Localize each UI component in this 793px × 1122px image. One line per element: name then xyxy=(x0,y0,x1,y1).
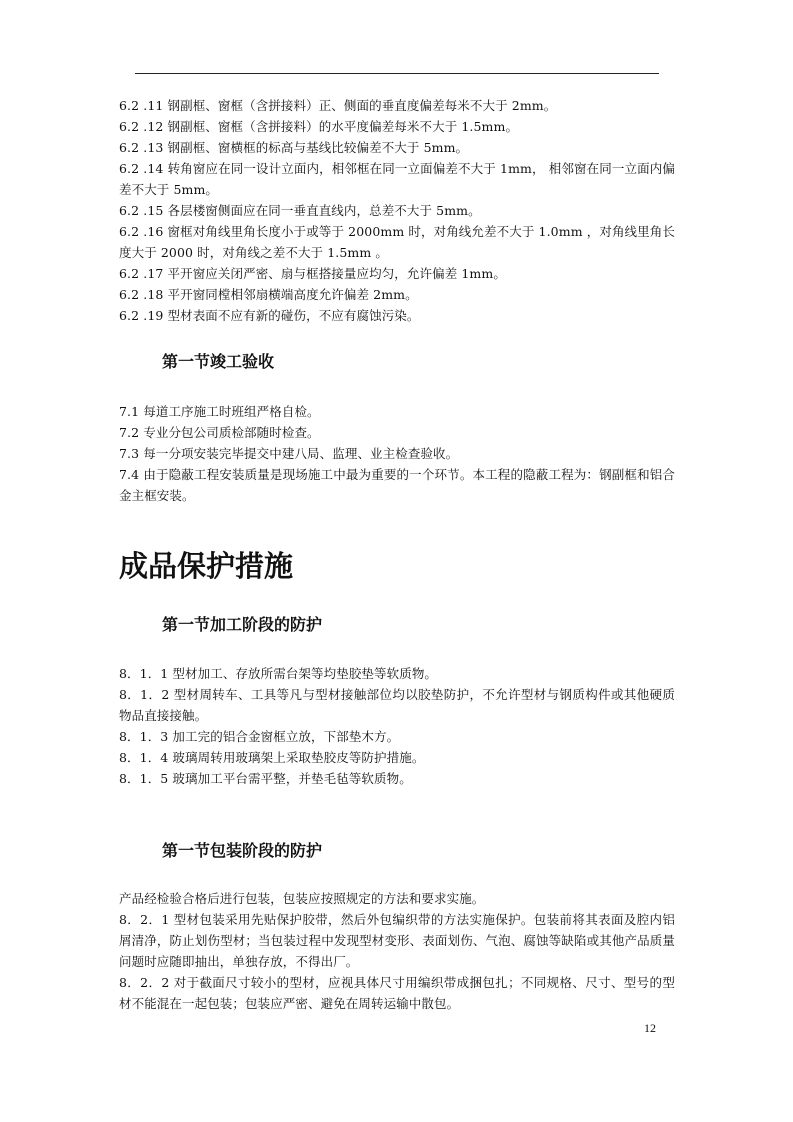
chapter-title: 成品保护措施 xyxy=(119,549,294,583)
list-item: 8．1．2 型材周转车、工具等凡与型材接触部位均以胶垫防护，不允许型材与钢质构件或其他硬质物品直接接触。 xyxy=(119,687,675,723)
heading-acceptance: 第一节竣工验收 xyxy=(162,352,275,371)
list-item: 7.1 每道工序施工时班组严格自检。 xyxy=(119,404,320,419)
list-item: 6.2 .15 各层楼窗侧面应在同一垂直直线内，总差不大于 5mm。 xyxy=(119,203,481,218)
list-item: 6.2 .13 钢副框、窗横框的标高与基线比较偏差不大于 5mm。 xyxy=(119,140,469,155)
list-item: 6.2 .16 窗框对角线里角长度小于或等于 2000mm 时，对角线允差不大于 1.0mm ，对角线里角长度大于 2000 时，对角线之差不大于 1.5mm 。 xyxy=(119,224,675,260)
list-item: 7.4 由于隐蔽工程安装质量是现场施工中最为重要的一个环节。本工程的隐蔽工程为：钢副框和铝合金主框安装。 xyxy=(119,467,675,503)
list-item: 6.2 .17 平开窗应关闭严密、扇与框搭接量应均匀，允许偏差 1mm。 xyxy=(119,266,506,281)
section-82-list xyxy=(119,888,675,1014)
list-item: 7.2 专业分包公司质检部随时检查。 xyxy=(119,425,320,440)
list-item: 7.3 每一分项安装完毕提交中建八局、监理、业主检查验收。 xyxy=(119,446,459,461)
header-rule xyxy=(135,73,659,74)
list-item: 6.2 .19 型材表面不应有新的碰伤，不应有腐蚀污染。 xyxy=(119,308,420,323)
page-number: 12 xyxy=(644,1021,656,1035)
section-6-list xyxy=(119,95,675,326)
list-item: 8．1．4 玻璃周转用玻璃架上采取垫胶皮等防护措施。 xyxy=(119,750,425,765)
list-item: 6.2 .12 钢副框、窗框（含拼接料）的水平度偏差每米不大于 1.5mm。 xyxy=(119,119,519,134)
section-81-list xyxy=(119,663,675,789)
list-item: 8．1．5 玻璃加工平台需平整，并垫毛毡等软质物。 xyxy=(119,771,412,786)
list-item: 6.2 .18 平开窗同樘相邻扇横端高度允许偏差 2mm。 xyxy=(119,287,418,302)
heading-processing: 第一节加工阶段的防护 xyxy=(162,615,323,634)
list-item: 8．1．3 加工完的铝合金窗框立放，下部垫木方。 xyxy=(119,729,400,744)
list-item: 6.2 .14 转角窗应在同一设计立面内，相邻框在同一立面偏差不大于 1mm， 相邻窗在同一立面内偏差不大于 5mm。 xyxy=(119,161,675,197)
list-item: 8．1．1 型材加工、存放所需台架等均垫胶垫等软质物。 xyxy=(119,666,438,681)
heading-packaging: 第一节包装阶段的防护 xyxy=(162,841,323,860)
list-item: 8．2．2 对于截面尺寸较小的型材，应视具体尺寸用编织带成捆包扎；不同规格、尺寸、型号的型材不能混在一起包装；包装应严密、避免在周转运输中散包。 xyxy=(119,975,675,1011)
list-item: 8．2．1 型材包装采用先贴保护胶带，然后外包编织带的方法实施保护。包装前将其表面及腔内铝屑清净，防止划伤型材；当包装过程中发现型材变形、表面划伤、气泡、腐蚀等缺陷或其他产品质量问题时应随即抽出，单独存放，不得出厂。 xyxy=(119,912,675,969)
list-item: 产品经检验合格后进行包装，包装应按照规定的方法和要求实施。 xyxy=(119,891,485,906)
section-7-list xyxy=(119,401,675,506)
list-item: 6.2 .11 钢副框、窗框（含拼接料）正、侧面的垂直度偏差每米不大于 2mm。 xyxy=(119,98,557,113)
